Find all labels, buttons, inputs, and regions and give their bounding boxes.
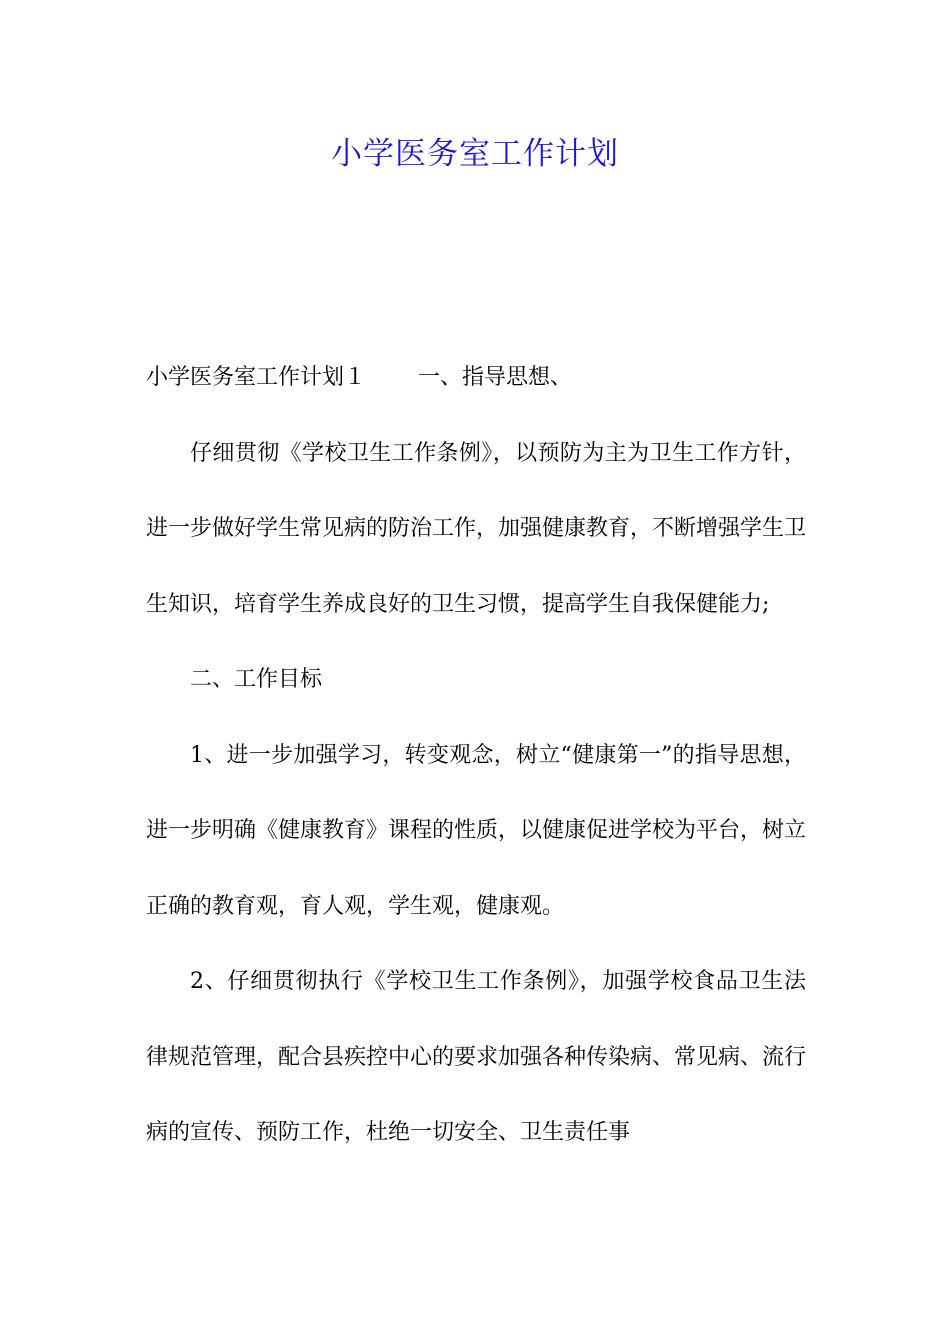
section-heading-work-goals: 二、工作目标 [190, 667, 323, 692]
document-title: 小学医务室工作计划 [331, 136, 619, 172]
paragraph-goal-2: 2、仔细贯彻执行《学校卫生工作条例》，加强学校食品卫生法律规范管理，配合县疾控中心的要求加强各种传染病、常见病、流行病的宣传、预防工作，杜绝一切安全、卫生责任事 [146, 969, 807, 1145]
document-body [146, 340, 806, 1171]
paragraph-guiding-thought: 仔细贯彻《学校卫生工作条例》，以预防为主为卫生工作方针，进一步做好学生常见病的防治工作，加强健康教育，不断增强学生卫生知识，培育学生养成良好的卫生习惯，提高学生自我保健能力; [146, 440, 807, 617]
section-heading-guiding-thought: 一、指导思想、 [418, 365, 573, 390]
plan-heading: 小学医务室工作计划１ [146, 365, 367, 390]
paragraph-goal-1: 1、进一步加强学习，转变观念，树立“健康第一”的指导思想，进一步明确《健康教育》课程的性质，以健康促进学校为平台，树立正确的教育观，育人观，学生观，健康观。 [146, 742, 807, 919]
first-line [146, 340, 806, 416]
